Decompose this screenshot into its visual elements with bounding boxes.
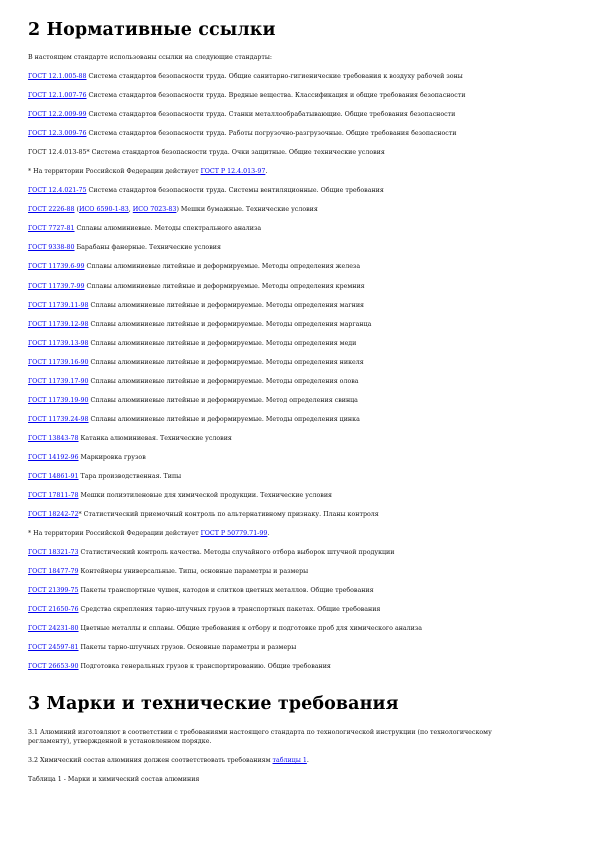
table-1-caption: Таблица 1 - Марки и химический состав алюминия — [28, 775, 200, 783]
reference-title: . — [265, 168, 268, 176]
reference-title: Сплавы алюминиевые. Методы спектрального анализа — [74, 225, 262, 233]
reference-title: Пакеты тарно-штучных грузов. Основные параметры и размеры — [78, 644, 297, 652]
paragraph-3-2 — [28, 757, 565, 765]
standard-link[interactable]: ГОСТ 18477-79 — [28, 568, 79, 576]
reference-title: * Статистический приемочный контроль по альтернативному признаку. Планы контроля — [78, 511, 379, 519]
reference-line — [28, 321, 565, 340]
standard-link[interactable]: ГОСТ 11739.13-98 — [28, 339, 89, 347]
reference-line — [28, 644, 565, 663]
reference-title: Тара производственная. Типы — [78, 472, 182, 480]
reference-title: Сплавы алюминиевые литейные и деформируемые. Методы определения цинка — [88, 415, 360, 423]
reference-line — [28, 587, 565, 606]
standard-link[interactable]: ГОСТ 11739.12-98 — [28, 320, 89, 328]
standard-link[interactable]: ГОСТ 11739.19-90 — [28, 396, 89, 404]
reference-title: Барабаны фанерные. Технические условия — [74, 244, 221, 252]
reference-title: . — [267, 530, 270, 538]
reference-text: ГОСТ 12.4.013-85* Система стандартов безопасности труда. Очки защитные. Общие технические условия — [28, 149, 385, 157]
reference-line — [28, 454, 565, 473]
reference-line — [28, 606, 565, 625]
reference-title: Система стандартов безопасности труда. Работы погрузочно-разгрузочные. Общие требования безопасности — [86, 130, 457, 138]
reference-line — [28, 244, 565, 263]
standard-link[interactable]: ГОСТ 21399-75 — [28, 587, 79, 595]
reference-line — [28, 130, 565, 149]
paragraph-3-2-text: 3.2 Химический состав алюминия должен соответствовать требованиям — [28, 756, 273, 764]
paragraph-3-1-line-1: 3.1 Алюминий изготовляют в соответствии с требованиями настоящего стандарта по технологической инструкции (по технологическому — [28, 728, 492, 736]
standard-link[interactable]: ГОСТ 21650-76 — [28, 606, 79, 614]
reference-line — [28, 340, 565, 359]
standard-link[interactable]: ГОСТ 2226-88 — [28, 206, 75, 214]
reference-line — [28, 359, 565, 378]
standard-link[interactable]: ГОСТ 12.1.005-88 — [28, 73, 87, 80]
reference-line — [28, 225, 565, 244]
standard-link[interactable]: ГОСТ 7727-81 — [28, 225, 75, 233]
reference-line — [28, 492, 565, 511]
section-3-heading: 3 Марки и технические требования — [28, 693, 399, 714]
standard-link[interactable]: ГОСТ 9338-80 — [28, 244, 75, 252]
standard-link[interactable]: ГОСТ 24597-81 — [28, 644, 79, 652]
section-2-heading: 2 Нормативные ссылки — [28, 20, 276, 40]
reference-title: Средства скрепления тарно-штучных грузов в транспортных пакетах. Общие требования — [78, 606, 381, 614]
footnote-text: * На территории Российской Федерации действует — [28, 530, 201, 538]
reference-line — [28, 206, 565, 225]
reference-title: Сплавы алюминиевые литейные и деформируемые. Методы определения железа — [84, 263, 361, 271]
reference-title: Система стандартов безопасности труда. Станки металлообрабатывающие. Общие требования безопасности — [86, 111, 456, 119]
reference-title: Система стандартов безопасности труда. Общие санитарно-гигиенические требования к воздуху рабочей зоны — [86, 73, 463, 80]
reference-line — [28, 92, 565, 111]
paragraph-3-2-end: . — [306, 756, 309, 764]
standard-link[interactable]: ГОСТ 13843-78 — [28, 434, 79, 442]
reference-title: Контейнеры универсальные. Типы, основные параметры и размеры — [78, 568, 309, 576]
reference-title: Пакеты транспортные чушек, катодов и слитков цветных металлов. Общие требования — [78, 587, 374, 595]
reference-title: Маркировка грузов — [78, 453, 146, 461]
reference-line — [28, 625, 565, 644]
reference-title: Подготовка генеральных грузов к транспортированию. Общие требования — [78, 663, 331, 671]
reference-title: ) Мешки бумажные. Технические условия — [176, 206, 318, 214]
normative-references-list — [28, 73, 565, 683]
reference-title: Сплавы алюминиевые литейные и деформируемые. Методы определения кремния — [84, 282, 365, 290]
reference-title: Сплавы алюминиевые литейные и деформируемые. Методы определения меди — [88, 339, 357, 347]
standard-link[interactable]: ГОСТ 14861-91 — [28, 472, 79, 480]
standard-link[interactable]: ГОСТ 11739.16-90 — [28, 358, 89, 366]
reference-line — [28, 168, 565, 187]
reference-line — [28, 263, 565, 282]
standard-link[interactable]: ГОСТ 14192-96 — [28, 453, 79, 461]
standard-link[interactable]: ГОСТ 17811-78 — [28, 492, 79, 500]
reference-title: Статистический контроль качества. Методы случайного отбора выборок штучной продукции — [78, 549, 395, 557]
reference-line — [28, 416, 565, 435]
reference-line — [28, 111, 565, 130]
standard-link[interactable]: ГОСТ 11739.7-99 — [28, 282, 85, 290]
paragraph-3-1-line-2: регламенту), утвержденной в установленном порядке. — [28, 737, 212, 745]
iso-standard-link[interactable]: ИСО 6590-1-83 — [79, 206, 129, 214]
standard-link[interactable]: ГОСТ 11739.6-99 — [28, 263, 85, 271]
table-1-link[interactable]: таблицы 1 — [272, 756, 307, 764]
footnote-text: * На территории Российской Федерации действует — [28, 168, 201, 176]
reference-line — [28, 663, 565, 682]
reference-title: ( — [74, 206, 79, 214]
standard-link[interactable]: ГОСТ 26653-90 — [28, 663, 79, 671]
reference-title: Цветные металлы и сплавы. Общие требования к отбору и подготовке проб для химического анализа — [78, 625, 423, 633]
reference-line — [28, 511, 565, 530]
reference-line — [28, 149, 565, 168]
reference-title: Катанка алюминиевая. Технические условия — [78, 434, 232, 442]
standard-link[interactable]: ГОСТ 24231-80 — [28, 625, 79, 633]
reference-line — [28, 549, 565, 568]
iso-standard-link[interactable]: ИСО 7023-83 — [132, 206, 177, 214]
reference-line — [28, 187, 565, 206]
standard-link[interactable]: ГОСТ 12.4.021-75 — [28, 187, 87, 195]
standard-link[interactable]: ГОСТ 12.1.007-76 — [28, 92, 87, 100]
reference-separator: , — [128, 206, 133, 214]
standard-link[interactable]: ГОСТ Р 12.4.013-97 — [200, 168, 266, 176]
paragraph-3-1 — [28, 728, 563, 746]
standard-link[interactable]: ГОСТ 18321-73 — [28, 549, 79, 557]
reference-title: Сплавы алюминиевые литейные и деформируемые. Методы определения никеля — [88, 358, 364, 366]
standard-link[interactable]: ГОСТ Р 50779.71-99 — [200, 530, 268, 538]
reference-line — [28, 435, 565, 454]
reference-title: Сплавы алюминиевые литейные и деформируемые. Методы определения олова — [88, 377, 359, 385]
reference-title: Сплавы алюминиевые литейные и деформируемые. Методы определения марганца — [88, 320, 372, 328]
standard-link[interactable]: ГОСТ 12.3.009-76 — [28, 130, 87, 138]
reference-line — [28, 302, 565, 321]
reference-line — [28, 378, 565, 397]
reference-title: Мешки полиэтиленовые для химической продукции. Технические условия — [78, 492, 332, 500]
reference-title: Сплавы алюминиевые литейные и деформируемые. Метод определения свинца — [88, 396, 358, 404]
reference-line — [28, 397, 565, 416]
standard-link[interactable]: ГОСТ 11739.17-90 — [28, 377, 89, 385]
reference-line — [28, 568, 565, 587]
reference-line — [28, 283, 565, 302]
reference-line — [28, 473, 565, 492]
reference-line — [28, 530, 565, 549]
standard-link[interactable]: ГОСТ 11739.11-98 — [28, 301, 89, 309]
standard-link[interactable]: ГОСТ 11739.24-98 — [28, 415, 89, 423]
reference-title: Сплавы алюминиевые литейные и деформируемые. Методы определения магния — [88, 301, 365, 309]
standard-link[interactable]: ГОСТ 18242-72 — [28, 511, 79, 519]
section-2-intro: В настоящем стандарте использованы ссылки на следующие стандарты: — [28, 54, 273, 61]
reference-line — [28, 73, 565, 92]
standard-link[interactable]: ГОСТ 12.2.009-99 — [28, 111, 87, 119]
reference-title: Система стандартов безопасности труда. Системы вентиляционные. Общие требования — [86, 187, 384, 195]
reference-title: Система стандартов безопасности труда. Вредные вещества. Классификация и общие требования безопасности — [86, 92, 466, 100]
